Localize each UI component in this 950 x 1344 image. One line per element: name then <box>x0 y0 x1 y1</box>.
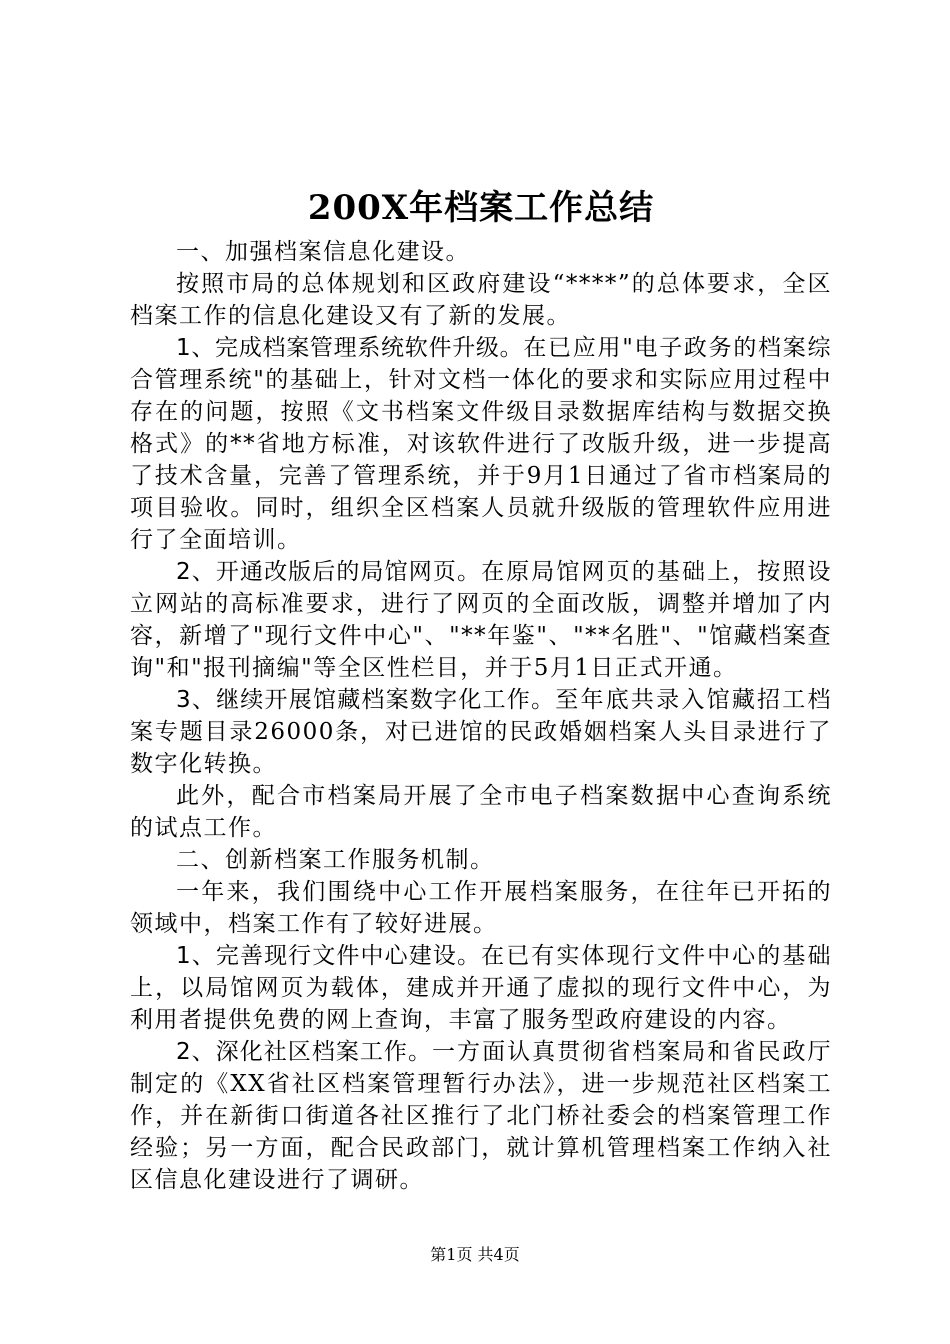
paragraph-text: 一方面认真贯彻省档案局和省民政厅制定的《XX省社区档案管理暂行办法》，进一步规范社区档案工作，并在新街口街道各社区推行了北门桥社委会的档案管理工作经验；另一方面，配合民政部门，就计算机管理档案工作纳入社区信息化建设进行了调研。 <box>130 1039 832 1193</box>
paragraph <box>130 556 832 684</box>
section-heading-text: 一、加强档案信息化建设。 <box>176 239 470 265</box>
paragraph-text: 在已应用"电子政务的档案综合管理系统"的基础上，针对文档一体化的要求和实际应用过程中存在的问题，按照《文书档案文件级目录数据库结构与数据交换格式》的**省地方标准，对该软件进行了改版升级，进一步提高了技术含量，完善了管理系统，并于9月1日通过了省市档案局的项目验收。同时，组织全区档案人员就升级版的管理软件应用进行了全面培训。 <box>130 335 832 553</box>
section-heading-1 <box>130 236 832 268</box>
paragraph <box>130 876 832 940</box>
paragraph-text: 按照市局的总体规划和区政府建设“****”的总体要求，全区档案工作的信息化建设又有了新的发展。 <box>130 271 832 329</box>
paragraph <box>130 940 832 1036</box>
paragraph-lead: 2、开通改版后的局馆网页。 <box>176 559 482 585</box>
paragraph <box>130 268 832 332</box>
paragraph <box>130 1036 832 1196</box>
paragraph-text: 在已有实体现行文件中心的基础上，以局馆网页为载体，建成并开通了虚拟的现行文件中心，为利用者提供免费的网上查询，丰富了服务型政府建设的内容。 <box>130 943 833 1033</box>
paragraph-lead: 3、继续开展馆藏档案数字化工作。 <box>176 687 556 713</box>
section-heading-text: 二、创新档案工作服务机制。 <box>176 847 495 873</box>
document-page <box>130 186 832 1196</box>
paragraph-lead: 2、深化社区档案工作。 <box>176 1039 432 1065</box>
section-heading-2 <box>130 844 832 876</box>
document-title: 200X年档案工作总结 <box>307 188 655 228</box>
paragraph-lead: 1、完善现行文件中心建设。 <box>176 943 482 969</box>
paragraph-text: 在原局馆网页的基础上，按照设立网站的高标准要求，进行了网页的全面改版，调整并增加了内容，新增了"现行文件中心"、"**年鉴"、"**名胜"、"馆藏档案查询"和"报刊摘编"等全区性栏目，并于5月1日正式开通。 <box>130 559 833 681</box>
paragraph-text: 一年来，我们围绕中心工作开展档案服务，在往年已开拓的领域中，档案工作有了较好进展。 <box>130 879 832 937</box>
paragraph <box>130 332 832 556</box>
paragraph-lead: 1、完成档案管理系统软件升级。 <box>176 335 524 361</box>
page-number-footer: 第1页 共4页 <box>430 1245 520 1264</box>
paragraph <box>130 780 832 844</box>
paragraph <box>130 684 832 780</box>
paragraph-text: 至年底共录入馆藏招工档案专题目录26000条，对已进馆的民政婚姻档案人头目录进行了数字化转换。 <box>130 687 833 777</box>
paragraph-text: 此外，配合市档案局开展了全市电子档案数据中心查询系统的试点工作。 <box>130 783 832 841</box>
